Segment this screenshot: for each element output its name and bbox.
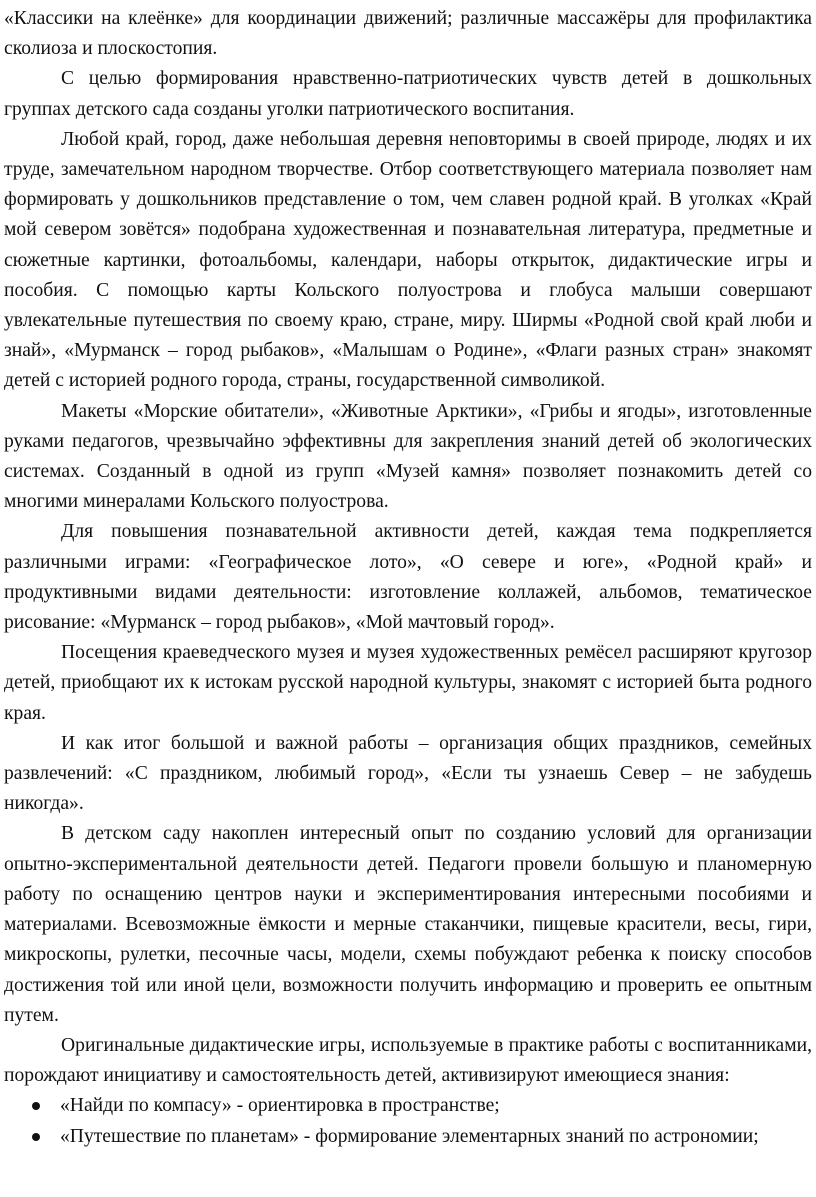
bullet-list xyxy=(0,1091,816,1151)
paragraph: Любой край, город, даже небольшая деревня неповторимы в своей природе, людях и их труде, замечательном народном творчестве. Отбор соответствующего материала позволяет нам формировать у дошкольников представление о том, чем славен родной край. В уголках «Край мой севером зовётся» подобрана художественная и познавательная литература, предметные и сюжетные картинки, фотоальбомы, календари, наборы открыток, дидактические игры и пособия. С помощью карты Кольского полуострова и глобуса малыши совершают увлекательные путешествия по своему краю, стране, миру. Ширмы «Родной свой край люби и знай», «Мурманск – город рыбаков», «Малышам о Родине», «Флаги разных стран» знакомят детей с историей родного города, страны, государственной символикой. xyxy=(4,128,812,392)
paragraph: Посещения краеведческого музея и музея художественных ремёсел расширяют кругозор детей, приобщают их к истокам русской народной культуры, знакомят с историей быта родного края. xyxy=(4,642,812,724)
paragraph: «Классики на клеёнке» для координации движений; различные массажёры для профилактика сколиоза и плоскостопия. xyxy=(4,8,812,60)
paragraph: С целью формирования нравственно-патриотических чувств детей в дошкольных группах детского сада созданы уголки патриотического воспитания. xyxy=(4,68,812,120)
bullet-dot-icon xyxy=(32,1102,40,1110)
paragraph: Для повышения познавательной активности детей, каждая тема подкрепляется различными играми: «Географическое лото», «О севере и юге», «Родной край» и продуктивными видами деятельности: изготовление коллажей, альбомов, тематическое рисование: «Мурманск – город рыбаков», «Мой мачтовый город». xyxy=(4,521,812,634)
paragraph: И как итог большой и важной работы – организация общих праздников, семейных развлечений: «С праздником, любимый город», «Если ты узнаешь Север – не забудешь никогда». xyxy=(4,732,812,815)
paragraph: В детском саду накоплен интересный опыт по созданию условий для организации опытно-экспериментальной деятельности детей. Педагоги провели большую и планомерную работу по оснащению центров науки и экспериментирования интересными пособиями и материалами. Всевозможные ёмкости и мерные стаканчики, пищевые красители, весы, гири, микроскопы, рулетки, песочные часы, модели, схемы побуждают ребенка к поиску способов достижения той или иной цели, возможности получить информацию и проверить ее опытным путем. xyxy=(4,823,812,1026)
document-body xyxy=(0,4,816,1091)
paragraph: Макеты «Морские обитатели», «Животные Арктики», «Грибы и ягоды», изготовленные руками педагогов, чрезвычайно эффективны для закрепления знаний детей об экологических системах. Созданный в одной из групп «Музей камня» позволяет познакомить детей со многими минералами Кольского полуострова. xyxy=(4,400,812,513)
list-item xyxy=(0,1122,816,1152)
bullet-dot-icon xyxy=(32,1133,40,1141)
list-item-text: «Путешествие по планетам» - формирование элементарных знаний по астрономии; xyxy=(60,1125,759,1147)
list-item-text: «Найди по компасу» - ориентировка в пространстве; xyxy=(60,1095,500,1117)
paragraph: Оригинальные дидактические игры, используемые в практике работы с воспитанниками, порождают инициативу и самостоятельность детей, активизируют имеющиеся знания: xyxy=(4,1034,812,1087)
list-item xyxy=(0,1091,816,1121)
